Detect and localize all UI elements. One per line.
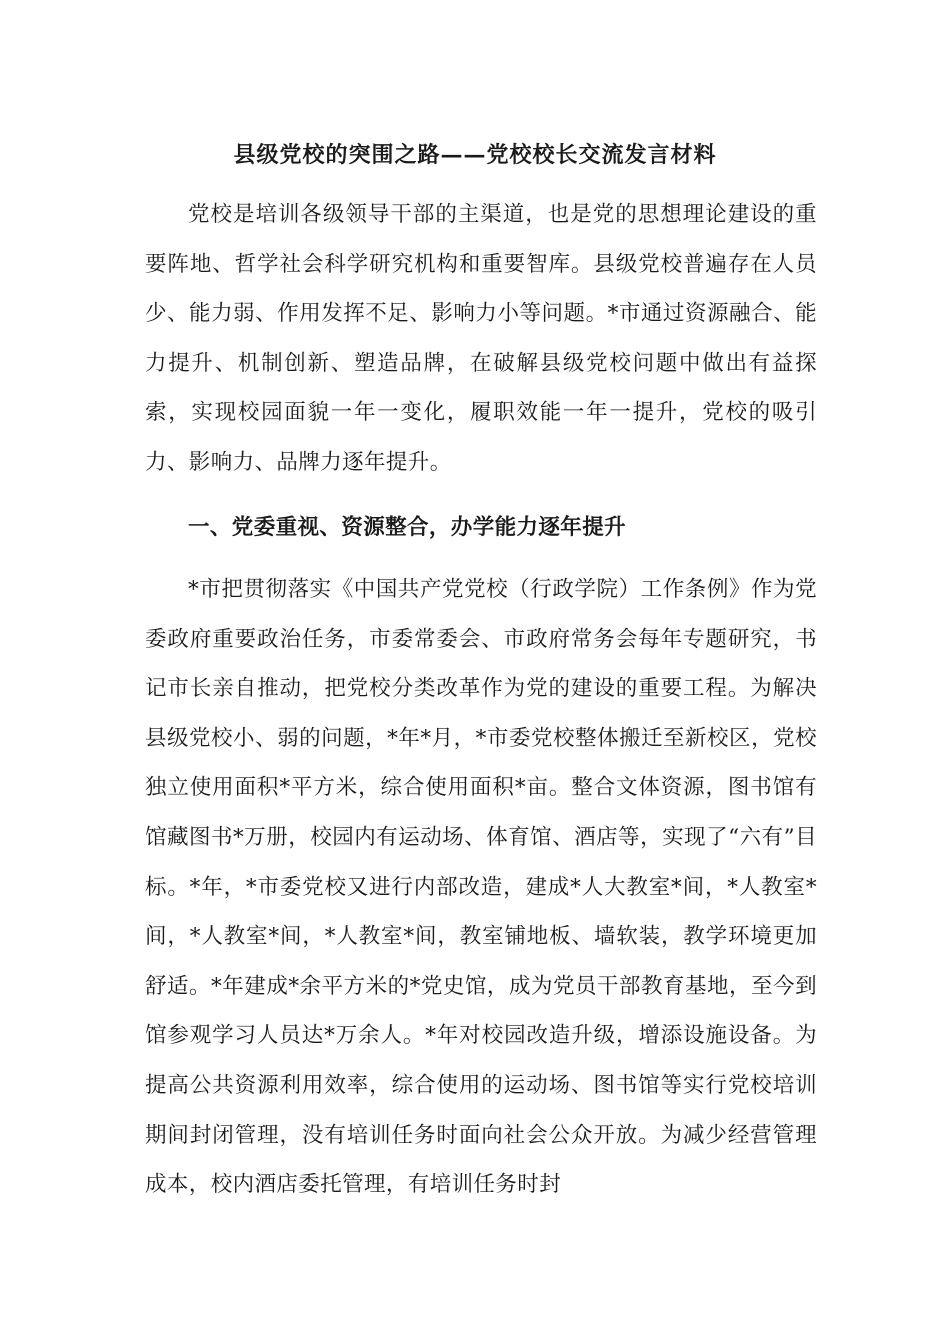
- section-1-paragraph: *市把贯彻落实《中国共产党党校（行政学院）工作条例》作为党委政府重要政治任务，市委常委会、市政府常务会每年专题研究，书记市长亲自推动，把党校分类改革作为党的建设的重要工程。为解决县级党校小、弱的问题，*年*月，*市委党校整体搬迁至新校区，党校独立使用面积*平方米，综合使用面积*亩。整合文体资源，图书馆有馆藏图书*万册，校园内有运动场、体育馆、酒店等，实现了“六有”目标。*年，*市委党校又进行内部改造，建成*人大教室*间，*人教室*间，*人教室*间，*人教室*间，教室铺地板、墙软装，教学环境更加舒适。*年建成*余平方米的*党史馆，成为党员干部教育基地，至今到馆参观学习人员达*万余人。*年对校园改造升级，增添设施设备。为提高公共资源利用效率，综合使用的运动场、图书馆等实行党校培训期间封闭管理，没有培训任务时面向社会公众开放。为减少经营管理成本，校内酒店委托管理，有培训任务时封: [145, 577, 817, 1198]
- intro-paragraph: 党校是培训各级领导干部的主渠道，也是党的思想理论建设的重要阵地、哲学社会科学研究机构和重要智库。县级党校普遍存在人员少、能力弱、作用发挥不足、影响力小等问题。*市通过资源融合、能力提升、机制创新、塑造品牌，在破解县级党校问题中做出有益探索，实现校园面貌一年一变化，履职效能一年一提升，党校的吸引力、影响力、品牌力逐年提升。: [145, 202, 817, 475]
- document-title: 县级党校的突围之路——党校校长交流发言材料: [233, 142, 717, 168]
- section-1-heading: 一、党委重视、资源整合，办学能力逐年提升: [188, 515, 627, 540]
